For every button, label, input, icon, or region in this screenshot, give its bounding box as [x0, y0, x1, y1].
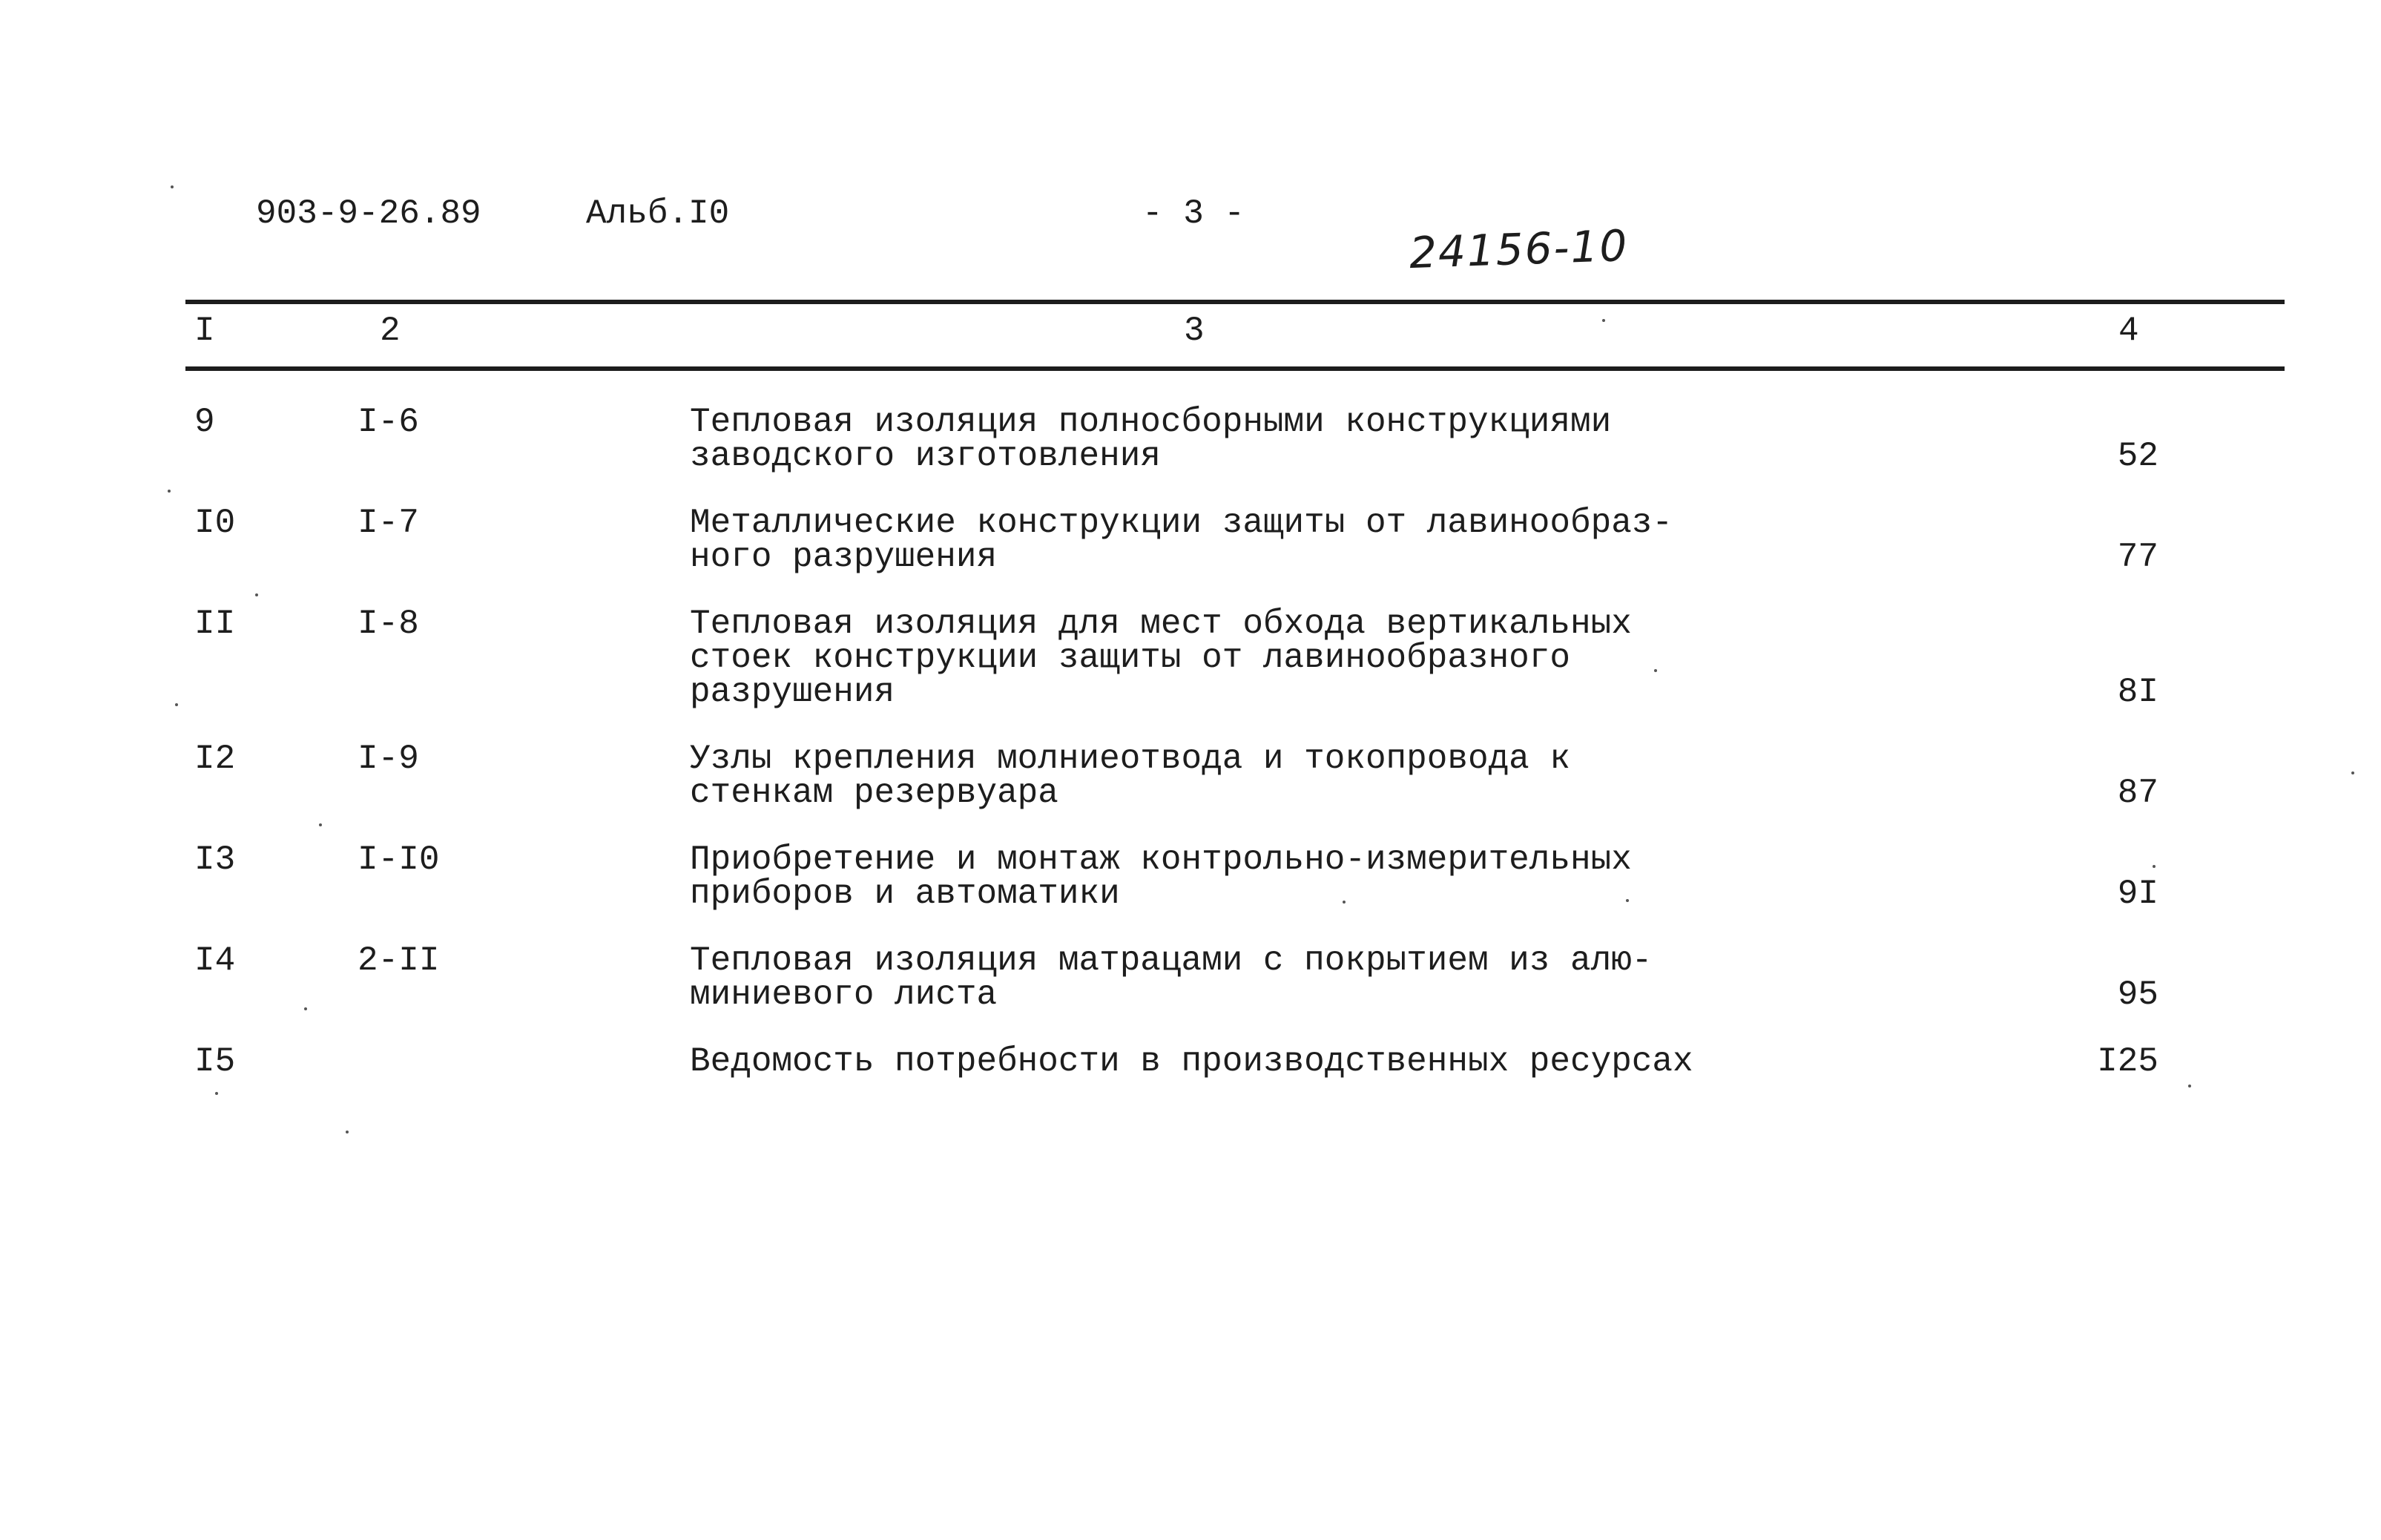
- description-line: стенкам резервуара: [690, 774, 1058, 812]
- row-description: [690, 607, 1632, 709]
- row-description: [690, 941, 1653, 1014]
- page-ref: 95: [2117, 975, 2158, 1014]
- description-line: заводского изготовления: [690, 437, 1161, 476]
- sheet-code: 2-II: [358, 941, 440, 980]
- row-number: I2: [194, 740, 236, 778]
- page-ref: I25: [2097, 1042, 2158, 1081]
- scan-speck: [2188, 1085, 2191, 1087]
- row-description: [690, 840, 1632, 913]
- top-rule: [185, 300, 2285, 304]
- row-number: 9: [194, 403, 215, 441]
- scan-speck: [1343, 901, 1346, 904]
- row-description: [690, 742, 1570, 810]
- row-number: II: [194, 605, 236, 643]
- sheet-code: I-I0: [358, 840, 440, 879]
- sheet-code: I-8: [358, 605, 419, 643]
- description-line: разрушения: [690, 673, 895, 711]
- row-number: I0: [194, 504, 236, 542]
- page-ref: 9I: [2117, 875, 2158, 913]
- column-header-4: 4: [2118, 312, 2139, 350]
- description-line: Тепловая изоляция полносборными конструкциями: [690, 403, 1612, 441]
- column-header-1: I: [194, 312, 215, 350]
- scan-speck: [215, 1092, 218, 1095]
- page-ref: 77: [2117, 538, 2158, 576]
- row-number: I5: [194, 1042, 236, 1081]
- scan-speck: [346, 1131, 349, 1133]
- scan-speck: [255, 593, 258, 596]
- row-description: [690, 506, 1673, 574]
- row-description: [690, 1044, 1693, 1079]
- description-line: приборов и автоматики: [690, 875, 1120, 913]
- description-line: миниевого листа: [690, 975, 998, 1014]
- page-ref: 87: [2117, 774, 2158, 812]
- description-line: Металлические конструкции защиты от лавинообраз-: [690, 504, 1673, 542]
- scan-speck: [319, 823, 322, 826]
- column-header-3: 3: [1184, 312, 1205, 350]
- description-line: Узлы крепления молниеотвода и токопровода к: [690, 740, 1570, 778]
- row-number: I3: [194, 840, 236, 879]
- column-header-2: 2: [380, 312, 401, 350]
- header-rule: [185, 366, 2285, 371]
- scan-speck: [1626, 899, 1629, 902]
- description-line: Тепловая изоляция матрацами с покрытием из алю-: [690, 941, 1653, 980]
- scan-speck: [2153, 865, 2156, 868]
- description-line: ного разрушения: [690, 538, 998, 576]
- sheet-code: I-9: [358, 740, 419, 778]
- page-ref: 52: [2117, 437, 2158, 476]
- row-description: [690, 403, 1612, 476]
- page-ref: 8I: [2117, 673, 2158, 711]
- scan-speck: [175, 703, 178, 706]
- handwritten-inventory-number: 24156-10: [1408, 220, 1630, 279]
- doc-code: 903-9-26.89: [256, 194, 481, 233]
- page-number: - 3 -: [1142, 194, 1245, 233]
- row-number: I4: [194, 941, 236, 980]
- scan-speck: [2351, 771, 2354, 774]
- description-line: Ведомость потребности в производственных ресурсах: [690, 1042, 1693, 1081]
- sheet-code: I-6: [358, 403, 419, 441]
- album-label: Альб.I0: [586, 194, 730, 233]
- sheet-code: I-7: [358, 504, 419, 542]
- description-line: Приобретение и монтаж контрольно-измерительных: [690, 840, 1632, 879]
- description-line: Тепловая изоляция для мест обхода вертикальных: [690, 605, 1632, 643]
- description-line: стоек конструкции защиты от лавинообразного: [690, 639, 1570, 677]
- scan-speck: [304, 1007, 307, 1010]
- scan-speck: [1602, 319, 1605, 322]
- scan-speck: [1654, 669, 1657, 672]
- scan-speck: [171, 185, 174, 188]
- scan-speck: [168, 490, 171, 493]
